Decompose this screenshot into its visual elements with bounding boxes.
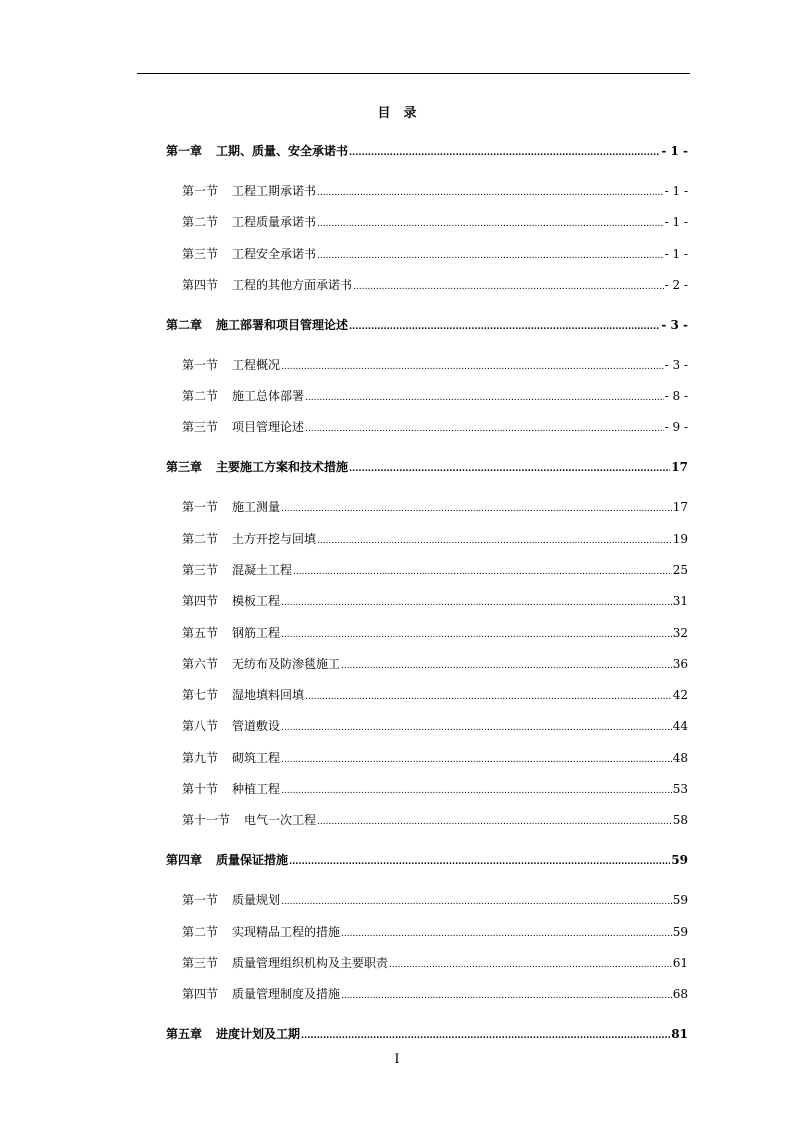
entry-page: 17: [672, 500, 688, 515]
entry-page: 59: [671, 853, 688, 868]
entry-number: 第四节: [182, 277, 219, 292]
entry-page: 44: [672, 719, 688, 734]
dot-leader: [341, 979, 672, 1012]
entry-title: 工程的其他方面承诺书: [232, 277, 353, 292]
entry-title: 质量管理制度及措施: [232, 987, 341, 1002]
entry-page: - 3 -: [661, 317, 688, 332]
entry-title: 管道敷设: [232, 719, 281, 734]
entry-page: 48: [672, 750, 688, 765]
dot-leader: [349, 310, 660, 343]
entry-page: 31: [672, 594, 688, 609]
header-rule: [137, 73, 690, 74]
entry-title: 土方开挖与回填: [232, 531, 317, 546]
dot-leader: [301, 1019, 670, 1052]
entry-number: 第四节: [182, 987, 219, 1002]
dot-leader: [389, 948, 672, 981]
entry-title: 砌筑工程: [232, 750, 281, 765]
entry-page: 36: [672, 656, 688, 671]
entry-page: 61: [672, 955, 688, 970]
toc-section-entry[interactable]: [166, 711, 688, 742]
entry-page: 32: [672, 625, 688, 640]
entry-number: 第八节: [182, 719, 219, 734]
table-of-contents: [166, 136, 688, 1051]
dot-leader: [289, 845, 670, 878]
entry-page: 58: [672, 813, 688, 828]
entry-page: - 1 -: [664, 183, 688, 198]
entry-number: 第一节: [182, 183, 219, 198]
entry-number: 第三章: [166, 460, 203, 475]
entry-number: 第三节: [182, 955, 219, 970]
entry-title: 工程工期承诺书: [232, 183, 317, 198]
toc-section-entry[interactable]: [166, 948, 688, 979]
toc-section-entry[interactable]: [166, 492, 688, 523]
dot-leader: [281, 774, 672, 807]
entry-number: 第一节: [182, 500, 219, 515]
entry-number: 第二节: [182, 215, 219, 230]
dot-leader: [281, 350, 664, 383]
dot-leader: [317, 239, 664, 272]
page-number: I: [394, 1052, 400, 1067]
entry-title: 电气一次工程: [244, 813, 317, 828]
entry-title: 进度计划及工期: [216, 1027, 301, 1042]
entry-number: 第三节: [182, 563, 219, 577]
entry-title: 主要施工方案和技术措施: [216, 460, 349, 475]
entry-number: 第一节: [182, 893, 219, 908]
entry-page: - 3 -: [664, 357, 688, 372]
toc-section-entry[interactable]: [166, 743, 688, 774]
entry-number: 第三节: [182, 420, 219, 435]
toc-section-entry[interactable]: [166, 586, 688, 617]
entry-title: 湿地填料回填: [232, 688, 305, 703]
entry-number: 第四章: [166, 853, 203, 868]
toc-chapter-entry[interactable]: [166, 845, 688, 876]
toc-chapter-entry[interactable]: [166, 136, 688, 167]
entry-number: 第五章: [166, 1027, 203, 1042]
dot-leader: [305, 680, 672, 713]
entry-page: - 1 -: [664, 215, 688, 230]
dot-leader: [293, 555, 672, 588]
dot-leader: [317, 805, 672, 838]
toc-section-entry[interactable]: [166, 350, 688, 381]
entry-title: 无纺布及防渗毯施工: [232, 656, 341, 671]
dot-leader: [317, 207, 664, 240]
entry-number: 第七节: [182, 688, 219, 703]
entry-title: 质量规划: [232, 893, 281, 908]
toc-section-entry[interactable]: [166, 381, 688, 412]
entry-title: 施工测量: [232, 500, 281, 515]
dot-leader: [317, 524, 672, 557]
entry-title: 项目管理论述: [232, 420, 305, 435]
toc-section-entry[interactable]: [166, 524, 688, 555]
dot-leader: [341, 917, 672, 950]
dot-leader: [281, 711, 672, 744]
entry-page: 25: [672, 563, 688, 577]
entry-number: 第四节: [182, 594, 219, 609]
entry-page: 81: [671, 1027, 688, 1042]
entry-title: 模板工程: [232, 594, 281, 609]
toc-section-entry[interactable]: [166, 270, 688, 301]
entry-number: 第十一节: [182, 813, 231, 828]
entry-title: 工期、质量、安全承诺书: [216, 144, 349, 158]
entry-page: - 9 -: [664, 420, 688, 435]
entry-number: 第一节: [182, 357, 219, 372]
entry-title: 工程质量承诺书: [232, 215, 317, 230]
entry-page: 19: [672, 531, 688, 546]
toc-section-entry[interactable]: [166, 774, 688, 805]
toc-title-text: 目 录: [377, 106, 417, 121]
entry-number: 第十节: [182, 782, 219, 797]
toc-section-entry[interactable]: [166, 680, 688, 711]
entry-page: - 2 -: [664, 277, 688, 292]
entry-page: 17: [671, 460, 688, 475]
toc-section-entry[interactable]: [166, 239, 688, 270]
entry-page: 59: [672, 893, 688, 908]
toc-section-entry[interactable]: [166, 618, 688, 649]
entry-number: 第六节: [182, 656, 219, 671]
entry-title: 质量保证措施: [216, 853, 289, 868]
dot-leader: [281, 492, 672, 525]
dot-leader: [349, 452, 670, 485]
toc-section-entry[interactable]: [166, 207, 688, 238]
entry-title: 种植工程: [232, 782, 281, 797]
toc-section-entry[interactable]: [166, 917, 688, 948]
entry-number: 第三节: [182, 246, 219, 261]
entry-page: - 1 -: [661, 144, 688, 158]
toc-section-entry[interactable]: [166, 555, 688, 586]
entry-title: 施工部署和项目管理论述: [216, 317, 349, 332]
dot-leader: [349, 136, 660, 169]
entry-number: 第二章: [166, 317, 203, 332]
dot-leader: [281, 743, 672, 776]
toc-section-entry[interactable]: [166, 885, 688, 916]
entry-page: - 1 -: [664, 246, 688, 261]
toc-title: [0, 102, 794, 121]
dot-leader: [353, 270, 664, 303]
toc-section-entry[interactable]: [166, 649, 688, 680]
entry-number: 第九节: [182, 750, 219, 765]
entry-title: 工程安全承诺书: [232, 246, 317, 261]
toc-chapter-entry[interactable]: [166, 1019, 688, 1050]
dot-leader: [317, 176, 664, 209]
toc-section-entry[interactable]: [166, 979, 688, 1010]
dot-leader: [281, 618, 672, 651]
entry-title: 工程概况: [232, 357, 281, 372]
toc-section-entry[interactable]: [166, 805, 688, 836]
entry-title: 质量管理组织机构及主要职责: [232, 955, 389, 970]
entry-page: - 8 -: [664, 389, 688, 404]
entry-title: 钢筋工程: [232, 625, 281, 640]
toc-section-entry[interactable]: [166, 412, 688, 443]
toc-chapter-entry[interactable]: [166, 452, 688, 483]
entry-number: 第一章: [166, 144, 203, 158]
toc-chapter-entry[interactable]: [166, 310, 688, 341]
entry-title: 实现精品工程的措施: [232, 924, 341, 939]
entry-number: 第二节: [182, 389, 219, 404]
entry-page: 53: [672, 782, 688, 797]
toc-section-entry[interactable]: [166, 176, 688, 207]
entry-page: 68: [672, 987, 688, 1002]
entry-title: 施工总体部署: [232, 389, 305, 404]
entry-page: 42: [672, 688, 688, 703]
entry-number: 第五节: [182, 625, 219, 640]
dot-leader: [281, 885, 672, 918]
entry-number: 第二节: [182, 924, 219, 939]
dot-leader: [305, 412, 664, 445]
dot-leader: [281, 586, 672, 619]
dot-leader: [341, 649, 672, 682]
entry-title: 混凝土工程: [232, 563, 293, 577]
entry-page: 59: [672, 924, 688, 939]
dot-leader: [305, 381, 664, 414]
entry-number: 第二节: [182, 531, 219, 546]
